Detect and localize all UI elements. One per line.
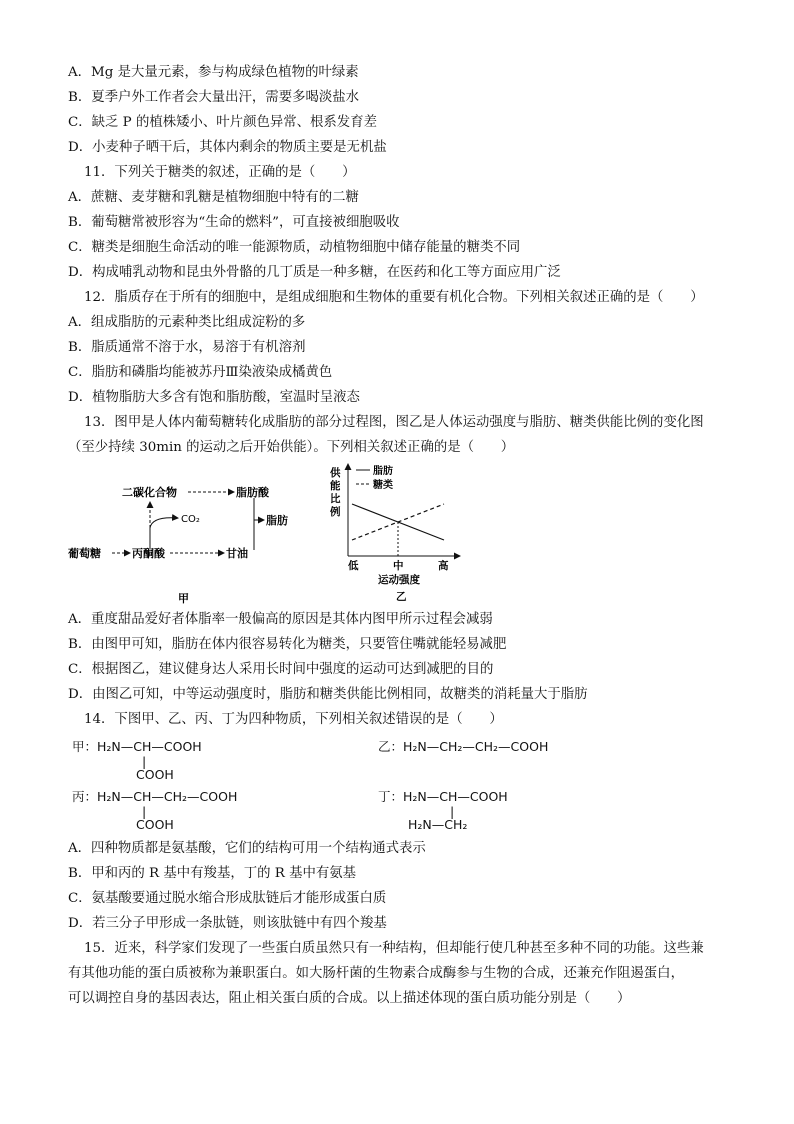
q11-option-b: B．葡萄糖常被形容为“生命的燃料”，可直接被细胞吸收 — [68, 215, 400, 230]
struct-ding-main: H₂N—CH—COOH — [403, 789, 508, 804]
struct-yi-label: 乙： — [378, 739, 404, 754]
q14-stem: 14．下图甲、乙、丙、丁为四种物质，下列相关叙述错误的是（ ） — [84, 712, 503, 727]
q12-option-b: B．脂质通常不溶于水，易溶于有机溶剂 — [68, 340, 306, 355]
struct-yi-main: H₂N—CH₂—CH₂—COOH — [403, 739, 549, 754]
arrow-to-co2 — [150, 518, 178, 548]
q13-stem-line2: （至少持续 30min 的运动之后开始供能）。下列相关叙述正确的是（ ） — [68, 440, 515, 455]
label-two-carbon-compound: 二碳化合物 — [122, 486, 177, 499]
struct-ding-label: 丁： — [378, 789, 404, 804]
q12-option-a: A．组成脂肪的元素种类比组成淀粉的多 — [68, 315, 306, 330]
q10-option-c: C．缺乏 P 的植株矮小、叶片颜色异常、根系发育差 — [68, 115, 377, 130]
q13-option-b: B．由图甲可知，脂肪在体内很容易转化为糖类，只要管住嘴就能轻易减肥 — [68, 637, 507, 652]
struct-ding-bond: | — [450, 804, 455, 819]
q14-option-b: B．甲和丙的 R 基中有羧基，丁的 R 基中有氨基 — [68, 866, 357, 881]
ylabel-char-2: 能 — [330, 480, 341, 492]
struct-jia-label: 甲： — [72, 739, 98, 754]
label-pyruvate: 丙酮酸 — [132, 547, 165, 560]
q12-stem: 12．脂质存在于所有的细胞中，是组成细胞和生物体的重要有机化合物。下列相关叙述正确的是（ ） — [84, 290, 704, 305]
q11-option-c: C．糖类是细胞生命活动的唯一能源物质，动植物细胞中储存能量的糖类不同 — [68, 240, 521, 255]
q10-option-b: B．夏季户外工作者会大量出汗，需要多喝淡盐水 — [68, 90, 360, 105]
caption-jia: 甲 — [178, 592, 189, 605]
legend-fat: 脂肪 — [373, 466, 393, 477]
struct-bing-main: H₂N—CH—CH₂—COOH — [97, 789, 238, 804]
x-tick-low: 低 — [348, 560, 359, 572]
label-co2: CO₂ — [181, 514, 200, 525]
ylabel-char-3: 比 — [330, 493, 341, 505]
q13-stem-line1: 13．图甲是人体内葡萄糖转化成脂肪的部分过程图，图乙是人体运动强度与脂肪、糖类供能比例的变化图 — [84, 415, 704, 430]
figure-jia-pathway — [66, 468, 316, 608]
struct-jia-bond: | — [142, 754, 147, 769]
caption-yi: 乙 — [396, 591, 407, 603]
q15-line1: 15．近来，科学家们发现了一些蛋白质虽然只有一种结构，但却能行使几种甚至多种不同的功能。这些兼 — [84, 941, 704, 956]
q12-option-c: C．脂肪和磷脂均能被苏丹Ⅲ染液染成橘黄色 — [68, 365, 333, 380]
struct-yi — [378, 737, 548, 755]
x-tick-high: 高 — [438, 560, 449, 572]
q14-option-c: C．氨基酸要通过脱水缩合形成肽链后才能形成蛋白质 — [68, 891, 387, 906]
struct-bing — [72, 787, 237, 805]
struct-jia-main: H₂N—CH—COOH — [97, 739, 202, 754]
q11-option-a: A．蔗糖、麦芽糖和乳糖是植物细胞中特有的二糖 — [68, 190, 359, 205]
q14-option-a: A．四种物质都是氨基酸，它们的结构可用一个结构通式表示 — [68, 841, 426, 856]
q10-option-a: A．Mg 是大量元素，参与构成绿色植物的叶绿素 — [68, 65, 359, 80]
q13-option-d: D．由图乙可知，中等运动强度时，脂肪和糖类供能比例相同，故糖类的消耗量大于脂肪 — [68, 687, 588, 702]
label-glucose: 葡萄糖 — [68, 547, 101, 560]
label-fatty-acid: 脂肪酸 — [236, 486, 269, 499]
struct-ding — [378, 787, 508, 805]
struct-bing-label: 丙： — [72, 789, 98, 804]
q15-line2: 有其他功能的蛋白质被称为兼职蛋白。如大肠杆菌的生物素合成酶参与生物的合成，还兼充作阻遏蛋白， — [68, 966, 684, 981]
x-tick-mid: 中 — [393, 560, 404, 572]
q14-option-d: D．若三分子甲形成一条肽链，则该肽链中有四个羧基 — [68, 916, 387, 931]
label-fat: 脂肪 — [266, 514, 288, 527]
legend-sugar: 糖类 — [373, 480, 393, 491]
q10-option-d: D．小麦种子晒干后，其体内剩余的物质主要是无机盐 — [68, 140, 387, 155]
x-axis-label: 运动强度 — [378, 574, 420, 586]
q12-option-d: D．植物脂肪大多含有饱和脂肪酸，室温时呈液态 — [68, 390, 360, 405]
ylabel-char-1: 供 — [330, 467, 341, 479]
struct-jia-sub: COOH — [136, 767, 174, 782]
q11-stem: 11．下列关于糖类的叙述，正确的是（ ） — [84, 165, 356, 180]
struct-jia — [72, 737, 202, 755]
q15-line3: 可以调控自身的基因表达，阻止相关蛋白质的合成。以上描述体现的蛋白质功能分别是（ ） — [68, 991, 631, 1006]
q13-option-c: C．根据图乙，建议健身达人采用长时间中强度的运动可达到减肥的目的 — [68, 662, 494, 677]
q11-option-d: D．构成哺乳动物和昆虫外骨骼的几丁质是一种多糖，在医药和化工等方面应用广泛 — [68, 265, 561, 280]
struct-ding-sub: H₂N—CH₂ — [408, 817, 468, 832]
q13-option-a: A．重度甜品爱好者体脂率一般偏高的原因是其体内图甲所示过程会减弱 — [68, 612, 493, 627]
ylabel-char-4: 例 — [330, 506, 341, 518]
label-glycerol: 甘油 — [226, 547, 248, 560]
figure-yi-chart — [328, 462, 468, 608]
struct-bing-bond: | — [142, 804, 147, 819]
struct-bing-sub: COOH — [136, 817, 174, 832]
